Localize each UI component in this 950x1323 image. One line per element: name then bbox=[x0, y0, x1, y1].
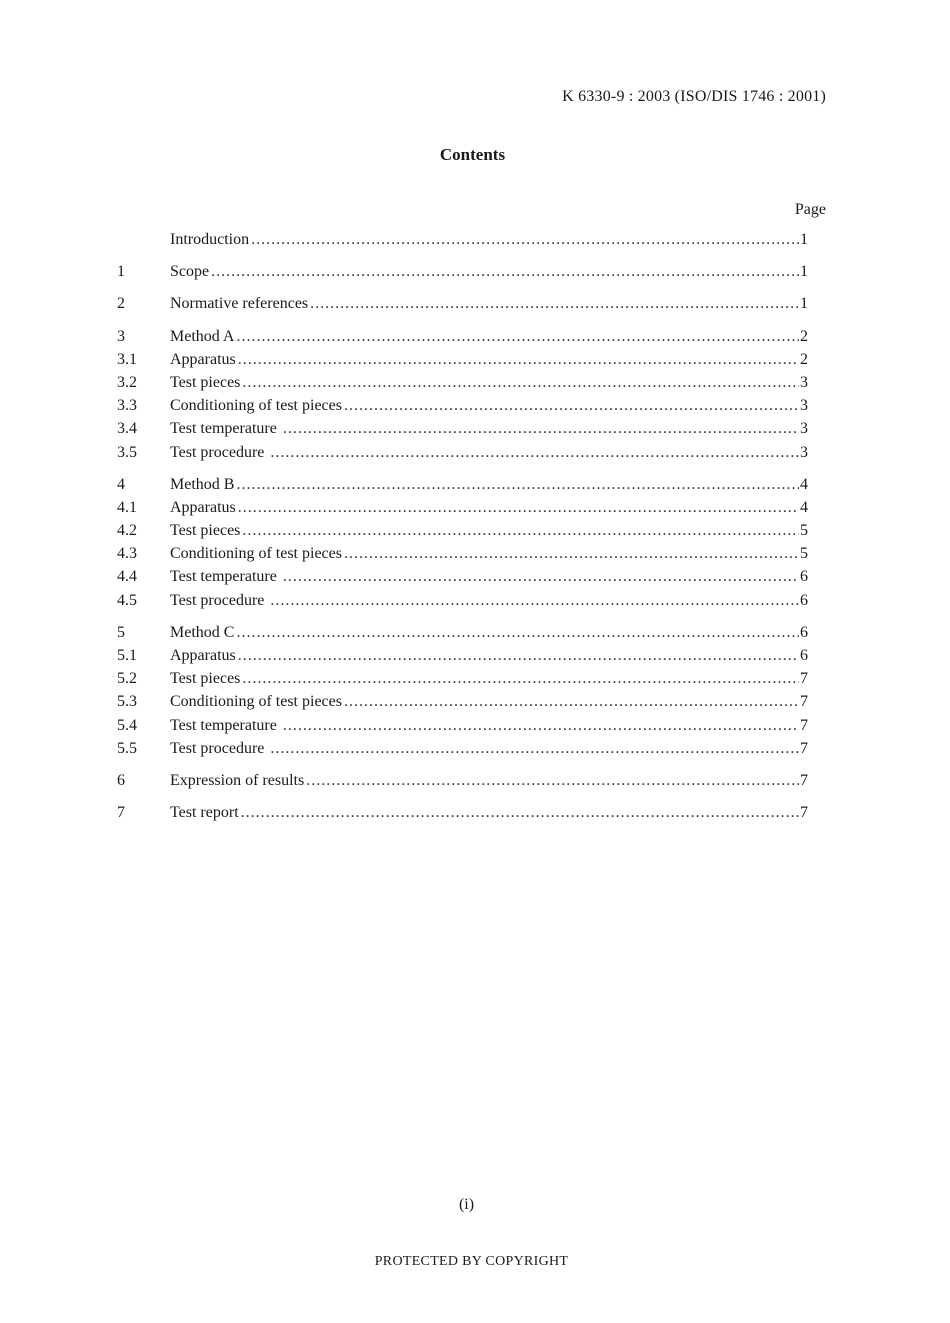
page-column-label: Page bbox=[794, 201, 826, 218]
toc-entry-page: 3 bbox=[800, 373, 808, 391]
toc-entry-page: 1 bbox=[800, 231, 808, 248]
toc-entry-page: 2 bbox=[800, 350, 808, 368]
toc-entry-title: Test report bbox=[170, 804, 239, 822]
toc-entry-title: Method C bbox=[170, 623, 235, 641]
toc-entry-number: 4.3 bbox=[117, 545, 137, 563]
toc-entry[interactable] bbox=[117, 496, 808, 519]
toc-entry[interactable] bbox=[117, 737, 808, 760]
toc-entry-title: Test procedure bbox=[170, 591, 269, 609]
toc-entry[interactable] bbox=[117, 228, 808, 251]
toc-entry[interactable] bbox=[117, 644, 808, 667]
toc-dot-leader bbox=[236, 473, 799, 496]
toc-entry-number: 4.2 bbox=[117, 522, 137, 540]
toc-entry-page: 6 bbox=[800, 568, 808, 586]
toc-entry-page: 7 bbox=[800, 771, 808, 789]
toc-dot-leader bbox=[283, 417, 799, 440]
toc-dot-leader bbox=[344, 542, 799, 565]
page-number: (i) bbox=[458, 1196, 475, 1213]
toc-entry-title: Conditioning of test pieces bbox=[170, 545, 342, 563]
toc-entry-page: 1 bbox=[800, 295, 808, 313]
toc-entry-title: Test temperature bbox=[170, 568, 281, 586]
toc-entry-title: Apparatus bbox=[170, 647, 236, 664]
toc-entry[interactable] bbox=[117, 260, 808, 283]
toc-entry[interactable] bbox=[117, 441, 808, 464]
toc-dot-leader bbox=[242, 667, 799, 690]
toc-entry[interactable] bbox=[117, 519, 808, 542]
toc-entry[interactable] bbox=[117, 589, 808, 612]
toc-entry-page: 7 bbox=[800, 804, 808, 822]
toc-dot-leader bbox=[236, 325, 799, 348]
toc-dot-leader bbox=[283, 565, 799, 588]
toc-entry-title: Test procedure bbox=[170, 739, 269, 757]
toc-entry-page: 4 bbox=[800, 498, 808, 516]
toc-entry[interactable] bbox=[117, 348, 808, 371]
toc-entry-page: 1 bbox=[800, 263, 808, 281]
toc-entry[interactable] bbox=[117, 292, 808, 315]
toc-entry-title: Expression of results bbox=[170, 771, 305, 789]
toc-entry-title: Test procedure bbox=[170, 443, 269, 461]
toc-entry-number: 5.2 bbox=[117, 670, 137, 688]
toc-entry-title: Scope bbox=[170, 263, 210, 281]
toc-entry-page: 6 bbox=[800, 647, 808, 664]
toc-entry-number: 7 bbox=[117, 804, 125, 822]
toc-entry-title: Conditioning of test pieces bbox=[170, 693, 342, 711]
toc-entry-number: 2 bbox=[117, 295, 125, 313]
toc-entry-title: Normative references bbox=[170, 295, 309, 313]
toc-entry-number: 5.4 bbox=[117, 716, 137, 734]
toc-dot-leader bbox=[270, 441, 799, 464]
toc-entry[interactable] bbox=[117, 325, 808, 348]
toc-entry-number: 3.5 bbox=[117, 443, 137, 461]
toc-entry-title: Apparatus bbox=[170, 498, 236, 516]
toc-dot-leader bbox=[241, 801, 799, 824]
toc-entry-number: 5.5 bbox=[117, 739, 137, 757]
toc-entry-title: Test temperature bbox=[170, 420, 281, 438]
toc-dot-leader bbox=[270, 589, 799, 612]
toc-entry-title: Test pieces bbox=[170, 522, 241, 540]
toc-entry-page: 3 bbox=[800, 443, 808, 461]
copyright-footer: PROTECTED BY COPYRIGHT bbox=[374, 1254, 569, 1269]
toc-entry-title: Method A bbox=[170, 327, 235, 345]
toc-dot-leader bbox=[242, 371, 799, 394]
toc-entry-number: 3.2 bbox=[117, 373, 137, 391]
toc-entry[interactable] bbox=[117, 394, 808, 417]
toc-entry[interactable] bbox=[117, 371, 808, 394]
toc-entry-page: 7 bbox=[800, 670, 808, 688]
toc-dot-leader bbox=[344, 690, 799, 713]
toc-entry-title: Test temperature bbox=[170, 716, 281, 734]
toc-dot-leader bbox=[251, 228, 799, 251]
toc-entry[interactable] bbox=[117, 714, 808, 737]
toc-entry-number: 1 bbox=[117, 263, 125, 281]
toc-entry-page: 2 bbox=[800, 327, 808, 345]
toc-entry-number: 3 bbox=[117, 327, 125, 345]
toc-entry-page: 7 bbox=[800, 716, 808, 734]
toc-dot-leader bbox=[238, 496, 799, 519]
table-of-contents bbox=[117, 228, 808, 824]
toc-entry-page: 4 bbox=[800, 475, 808, 493]
toc-dot-leader bbox=[310, 292, 799, 315]
toc-dot-leader bbox=[242, 519, 799, 542]
toc-dot-leader bbox=[238, 348, 799, 371]
toc-entry-number: 4.1 bbox=[117, 498, 137, 516]
toc-entry-page: 7 bbox=[800, 693, 808, 711]
toc-entry-page: 3 bbox=[800, 397, 808, 415]
toc-entry-page: 6 bbox=[800, 623, 808, 641]
toc-entry[interactable] bbox=[117, 801, 808, 824]
toc-entry-number: 4.4 bbox=[117, 568, 137, 586]
toc-entry-title: Method B bbox=[170, 475, 235, 493]
toc-dot-leader bbox=[211, 260, 799, 283]
toc-entry-page: 5 bbox=[800, 545, 808, 563]
toc-entry-number: 5.1 bbox=[117, 647, 137, 664]
toc-dot-leader bbox=[306, 769, 799, 792]
toc-entry[interactable] bbox=[117, 667, 808, 690]
toc-entry-number: 5.3 bbox=[117, 693, 137, 711]
toc-entry-title: Test pieces bbox=[170, 670, 241, 688]
toc-entry-page: 5 bbox=[800, 522, 808, 540]
toc-dot-leader bbox=[283, 714, 799, 737]
toc-entry-number: 4 bbox=[117, 475, 125, 493]
toc-entry-number: 4.5 bbox=[117, 591, 137, 609]
toc-entry[interactable] bbox=[117, 473, 808, 496]
toc-entry-number: 3.4 bbox=[117, 420, 137, 438]
toc-entry-number: 5 bbox=[117, 623, 125, 641]
toc-entry-number: 3.3 bbox=[117, 397, 137, 415]
toc-entry-page: 6 bbox=[800, 591, 808, 609]
toc-entry-number: 6 bbox=[117, 771, 125, 789]
toc-entry[interactable] bbox=[117, 542, 808, 565]
toc-dot-leader bbox=[236, 621, 799, 644]
toc-entry-title: Test pieces bbox=[170, 373, 241, 391]
toc-entry[interactable] bbox=[117, 417, 808, 440]
toc-entry-title: Conditioning of test pieces bbox=[170, 397, 342, 415]
contents-title: Contents bbox=[439, 145, 506, 164]
toc-entry-number: 3.1 bbox=[117, 350, 137, 368]
toc-entry-title: Introduction bbox=[170, 231, 250, 248]
toc-dot-leader bbox=[270, 737, 799, 760]
toc-entry[interactable] bbox=[117, 565, 808, 588]
toc-entry-title: Apparatus bbox=[170, 350, 236, 368]
toc-dot-leader bbox=[238, 644, 799, 667]
toc-entry-page: 7 bbox=[800, 739, 808, 757]
document-identifier: K 6330-9 : 2003 (ISO/DIS 1746 : 2001) bbox=[562, 88, 826, 105]
toc-entry-page: 3 bbox=[800, 420, 808, 438]
toc-entry[interactable] bbox=[117, 769, 808, 792]
toc-dot-leader bbox=[344, 394, 799, 417]
toc-entry[interactable] bbox=[117, 690, 808, 713]
toc-entry[interactable] bbox=[117, 621, 808, 644]
